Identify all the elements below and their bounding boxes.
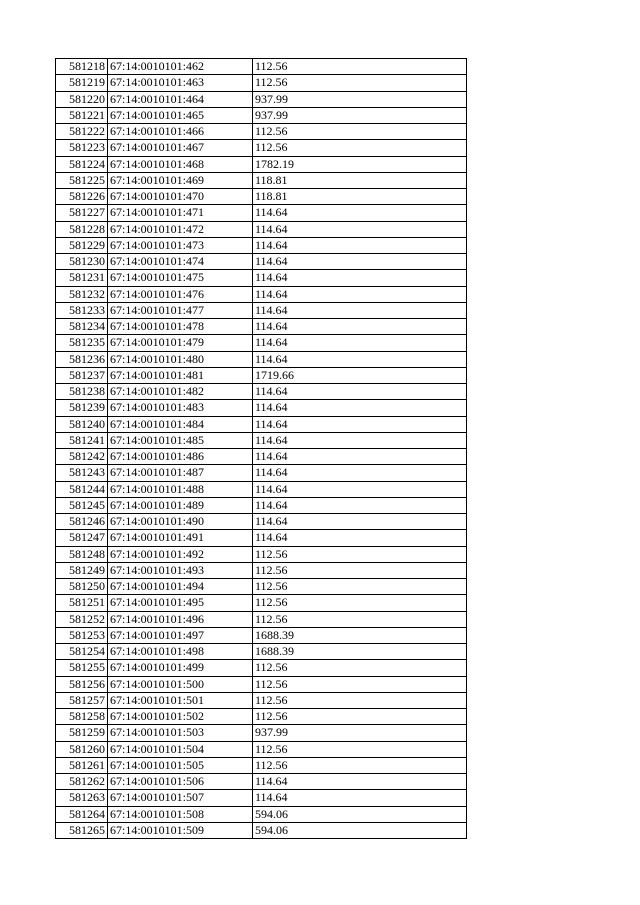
table-row (56, 806, 467, 822)
table-row (56, 579, 467, 595)
cadastral-number-cell: 67:14:0010101:490 (108, 514, 253, 530)
table-row (56, 644, 467, 660)
table-row (56, 205, 467, 221)
table-row (56, 530, 467, 546)
table-row (56, 595, 467, 611)
area-value-cell: 114.64 (253, 270, 467, 286)
cadastral-number-cell: 67:14:0010101:487 (108, 465, 253, 481)
area-value-cell: 114.64 (253, 432, 467, 448)
table-row (56, 384, 467, 400)
cadastral-number-cell: 67:14:0010101:486 (108, 449, 253, 465)
row-number-cell: 581222 (56, 124, 108, 140)
cadastral-number-cell: 67:14:0010101:469 (108, 172, 253, 188)
cadastral-number-cell: 67:14:0010101:489 (108, 497, 253, 513)
area-value-cell: 114.64 (253, 416, 467, 432)
row-number-cell: 581265 (56, 822, 108, 838)
cadastral-number-cell: 67:14:0010101:465 (108, 107, 253, 123)
row-number-cell: 581234 (56, 319, 108, 335)
table-row (56, 91, 467, 107)
table-body (56, 59, 467, 839)
row-number-cell: 581237 (56, 367, 108, 383)
row-number-cell: 581218 (56, 59, 108, 75)
cadastral-number-cell: 67:14:0010101:502 (108, 709, 253, 725)
cadastral-number-cell: 67:14:0010101:493 (108, 562, 253, 578)
table-row (56, 514, 467, 530)
table-row (56, 189, 467, 205)
table-row (56, 107, 467, 123)
cadastral-number-cell: 67:14:0010101:504 (108, 741, 253, 757)
area-value-cell: 112.56 (253, 562, 467, 578)
row-number-cell: 581223 (56, 140, 108, 156)
row-number-cell: 581247 (56, 530, 108, 546)
area-value-cell: 114.64 (253, 497, 467, 513)
table-row (56, 497, 467, 513)
area-value-cell: 1782.19 (253, 156, 467, 172)
table-row (56, 757, 467, 773)
cadastral-number-cell: 67:14:0010101:467 (108, 140, 253, 156)
area-value-cell: 112.56 (253, 124, 467, 140)
cadastral-number-cell: 67:14:0010101:484 (108, 416, 253, 432)
row-number-cell: 581235 (56, 335, 108, 351)
cadastral-number-cell: 67:14:0010101:505 (108, 757, 253, 773)
row-number-cell: 581225 (56, 172, 108, 188)
table-row (56, 725, 467, 741)
row-number-cell: 581259 (56, 725, 108, 741)
cadastral-number-cell: 67:14:0010101:471 (108, 205, 253, 221)
table-row (56, 562, 467, 578)
cadastral-number-cell: 67:14:0010101:499 (108, 660, 253, 676)
table-row (56, 660, 467, 676)
cadastral-number-cell: 67:14:0010101:478 (108, 319, 253, 335)
cadastral-number-cell: 67:14:0010101:476 (108, 286, 253, 302)
row-number-cell: 581260 (56, 741, 108, 757)
area-value-cell: 937.99 (253, 91, 467, 107)
row-number-cell: 581251 (56, 595, 108, 611)
cadastral-number-cell: 67:14:0010101:463 (108, 75, 253, 91)
area-value-cell: 114.64 (253, 530, 467, 546)
row-number-cell: 581233 (56, 302, 108, 318)
table-row (56, 221, 467, 237)
row-number-cell: 581253 (56, 627, 108, 643)
area-value-cell: 594.06 (253, 822, 467, 838)
area-value-cell: 114.64 (253, 790, 467, 806)
cadastral-number-cell: 67:14:0010101:480 (108, 351, 253, 367)
row-number-cell: 581262 (56, 774, 108, 790)
cadastral-number-cell: 67:14:0010101:498 (108, 644, 253, 660)
area-value-cell: 114.64 (253, 351, 467, 367)
area-value-cell: 114.64 (253, 400, 467, 416)
area-value-cell: 114.64 (253, 254, 467, 270)
table-row (56, 822, 467, 838)
row-number-cell: 581254 (56, 644, 108, 660)
area-value-cell: 114.64 (253, 237, 467, 253)
table-row (56, 546, 467, 562)
area-value-cell: 112.56 (253, 611, 467, 627)
row-number-cell: 581239 (56, 400, 108, 416)
table-row (56, 416, 467, 432)
table-row (56, 449, 467, 465)
table-row (56, 367, 467, 383)
table-row (56, 140, 467, 156)
cadastral-number-cell: 67:14:0010101:482 (108, 384, 253, 400)
area-value-cell: 118.81 (253, 189, 467, 205)
table-row (56, 59, 467, 75)
row-number-cell: 581255 (56, 660, 108, 676)
area-value-cell: 594.06 (253, 806, 467, 822)
cadastral-number-cell: 67:14:0010101:497 (108, 627, 253, 643)
table-row (56, 302, 467, 318)
table-row (56, 774, 467, 790)
cadastral-number-cell: 67:14:0010101:464 (108, 91, 253, 107)
row-number-cell: 581224 (56, 156, 108, 172)
row-number-cell: 581263 (56, 790, 108, 806)
area-value-cell: 112.56 (253, 676, 467, 692)
cadastral-number-cell: 67:14:0010101:506 (108, 774, 253, 790)
area-value-cell: 114.64 (253, 221, 467, 237)
row-number-cell: 581230 (56, 254, 108, 270)
row-number-cell: 581244 (56, 481, 108, 497)
cadastral-number-cell: 67:14:0010101:509 (108, 822, 253, 838)
table-row (56, 741, 467, 757)
row-number-cell: 581240 (56, 416, 108, 432)
cadastral-number-cell: 67:14:0010101:462 (108, 59, 253, 75)
row-number-cell: 581256 (56, 676, 108, 692)
data-table (55, 58, 467, 839)
row-number-cell: 581219 (56, 75, 108, 91)
row-number-cell: 581226 (56, 189, 108, 205)
table-row (56, 156, 467, 172)
cadastral-number-cell: 67:14:0010101:466 (108, 124, 253, 140)
cadastral-number-cell: 67:14:0010101:483 (108, 400, 253, 416)
area-value-cell: 112.56 (253, 595, 467, 611)
area-value-cell: 114.64 (253, 514, 467, 530)
area-value-cell: 114.64 (253, 319, 467, 335)
cadastral-number-cell: 67:14:0010101:488 (108, 481, 253, 497)
row-number-cell: 581264 (56, 806, 108, 822)
table-row (56, 351, 467, 367)
area-value-cell: 112.56 (253, 546, 467, 562)
row-number-cell: 581243 (56, 465, 108, 481)
area-value-cell: 937.99 (253, 725, 467, 741)
row-number-cell: 581261 (56, 757, 108, 773)
area-value-cell: 114.64 (253, 286, 467, 302)
area-value-cell: 112.56 (253, 75, 467, 91)
table-row (56, 432, 467, 448)
row-number-cell: 581231 (56, 270, 108, 286)
cadastral-number-cell: 67:14:0010101:495 (108, 595, 253, 611)
row-number-cell: 581257 (56, 692, 108, 708)
area-value-cell: 112.56 (253, 140, 467, 156)
table-row (56, 254, 467, 270)
cadastral-number-cell: 67:14:0010101:507 (108, 790, 253, 806)
row-number-cell: 581245 (56, 497, 108, 513)
table-row (56, 124, 467, 140)
cadastral-number-cell: 67:14:0010101:474 (108, 254, 253, 270)
cadastral-number-cell: 67:14:0010101:477 (108, 302, 253, 318)
row-number-cell: 581232 (56, 286, 108, 302)
row-number-cell: 581221 (56, 107, 108, 123)
row-number-cell: 581252 (56, 611, 108, 627)
row-number-cell: 581227 (56, 205, 108, 221)
area-value-cell: 937.99 (253, 107, 467, 123)
cadastral-number-cell: 67:14:0010101:473 (108, 237, 253, 253)
area-value-cell: 112.56 (253, 660, 467, 676)
row-number-cell: 581238 (56, 384, 108, 400)
area-value-cell: 114.64 (253, 302, 467, 318)
table-row (56, 692, 467, 708)
table-row (56, 676, 467, 692)
table-row (56, 286, 467, 302)
row-number-cell: 581258 (56, 709, 108, 725)
table-row (56, 611, 467, 627)
row-number-cell: 581229 (56, 237, 108, 253)
row-number-cell: 581249 (56, 562, 108, 578)
area-value-cell: 1719.66 (253, 367, 467, 383)
row-number-cell: 581228 (56, 221, 108, 237)
table-row (56, 172, 467, 188)
row-number-cell: 581220 (56, 91, 108, 107)
row-number-cell: 581250 (56, 579, 108, 595)
cadastral-number-cell: 67:14:0010101:481 (108, 367, 253, 383)
area-value-cell: 1688.39 (253, 627, 467, 643)
table-row (56, 75, 467, 91)
table-row (56, 790, 467, 806)
table-row (56, 481, 467, 497)
area-value-cell: 114.64 (253, 465, 467, 481)
area-value-cell: 112.56 (253, 59, 467, 75)
row-number-cell: 581242 (56, 449, 108, 465)
cadastral-number-cell: 67:14:0010101:468 (108, 156, 253, 172)
row-number-cell: 581246 (56, 514, 108, 530)
cadastral-number-cell: 67:14:0010101:494 (108, 579, 253, 595)
row-number-cell: 581248 (56, 546, 108, 562)
area-value-cell: 112.56 (253, 579, 467, 595)
cadastral-number-cell: 67:14:0010101:470 (108, 189, 253, 205)
cadastral-number-cell: 67:14:0010101:508 (108, 806, 253, 822)
area-value-cell: 114.64 (253, 335, 467, 351)
table-row (56, 400, 467, 416)
row-number-cell: 581241 (56, 432, 108, 448)
area-value-cell: 112.56 (253, 741, 467, 757)
table-row (56, 319, 467, 335)
area-value-cell: 1688.39 (253, 644, 467, 660)
area-value-cell: 118.81 (253, 172, 467, 188)
table-row (56, 709, 467, 725)
cadastral-number-cell: 67:14:0010101:485 (108, 432, 253, 448)
area-value-cell: 112.56 (253, 692, 467, 708)
table-row (56, 237, 467, 253)
area-value-cell: 114.64 (253, 449, 467, 465)
area-value-cell: 114.64 (253, 384, 467, 400)
area-value-cell: 114.64 (253, 774, 467, 790)
area-value-cell: 114.64 (253, 481, 467, 497)
row-number-cell: 581236 (56, 351, 108, 367)
cadastral-number-cell: 67:14:0010101:479 (108, 335, 253, 351)
cadastral-number-cell: 67:14:0010101:501 (108, 692, 253, 708)
area-value-cell: 112.56 (253, 757, 467, 773)
cadastral-number-cell: 67:14:0010101:472 (108, 221, 253, 237)
cadastral-number-cell: 67:14:0010101:492 (108, 546, 253, 562)
cadastral-number-cell: 67:14:0010101:491 (108, 530, 253, 546)
cadastral-number-cell: 67:14:0010101:496 (108, 611, 253, 627)
area-value-cell: 114.64 (253, 205, 467, 221)
cadastral-number-cell: 67:14:0010101:503 (108, 725, 253, 741)
area-value-cell: 112.56 (253, 709, 467, 725)
cadastral-number-cell: 67:14:0010101:475 (108, 270, 253, 286)
table-row (56, 335, 467, 351)
table-row (56, 465, 467, 481)
table-row (56, 270, 467, 286)
table-row (56, 627, 467, 643)
cadastral-number-cell: 67:14:0010101:500 (108, 676, 253, 692)
